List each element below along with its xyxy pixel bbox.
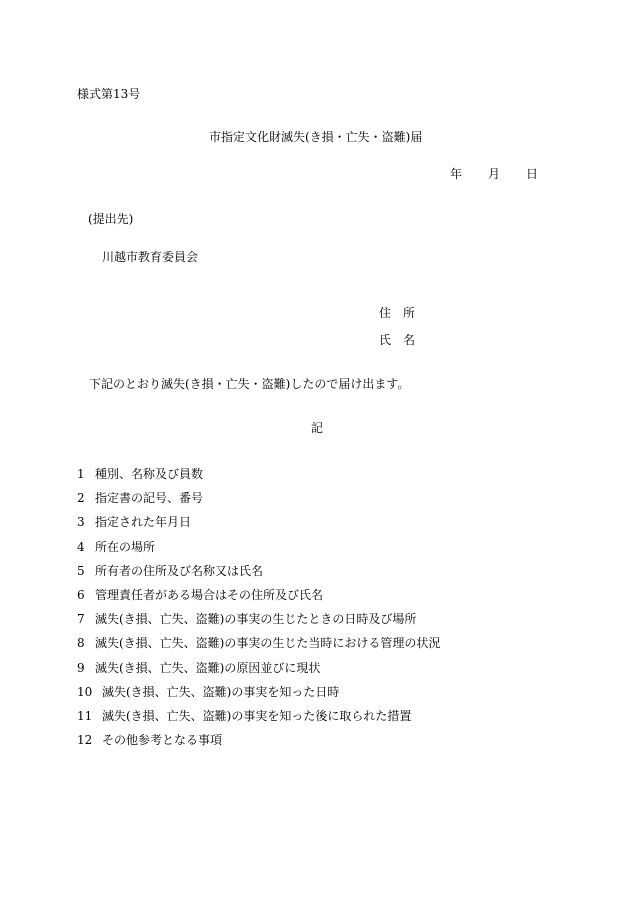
list-item: 6 管理責任者がある場合はその住所及び氏名 — [77, 587, 324, 602]
date-year-label: 年 — [450, 167, 463, 181]
date-day-label: 日 — [526, 167, 539, 181]
recipient-name: 川越市教育委員会 — [102, 250, 199, 264]
document-title: 市指定文化財滅失(き損・亡失・盗難)届 — [209, 130, 423, 144]
date-month-label: 月 — [488, 167, 501, 181]
recipient-label: (提出先) — [88, 212, 134, 226]
list-item: 1 種別、名称及び員数 — [77, 467, 204, 481]
list-item: 11 滅失(き損、亡失、盗難)の事実を知った後に取られた措置 — [77, 708, 412, 723]
applicant-name-label: 氏 名 — [379, 333, 416, 347]
list-item: 3 指定された年月日 — [77, 515, 192, 530]
list-item: 9 滅失(き損、亡失、盗難)の原因並びに現状 — [77, 660, 321, 675]
date-line — [450, 167, 538, 181]
item-list — [77, 467, 440, 757]
list-item: 8 滅失(き損、亡失、盗難)の事実の生じた当時における管理の状況 — [77, 636, 441, 651]
list-item: 5 所有者の住所及び名称又は氏名 — [77, 563, 264, 578]
form-number: 様式第13号 — [77, 87, 141, 101]
list-item: 2 指定書の記号、番号 — [77, 491, 204, 506]
list-item: 7 滅失(き損、亡失、盗難)の事実の生じたときの日時及び場所 — [77, 612, 417, 627]
ki-heading: 記 — [311, 421, 324, 435]
applicant-address-label: 住 所 — [379, 306, 416, 320]
report-statement: 下記のとおり滅失(き損・亡失・盗難)したので届け出ます。 — [89, 377, 410, 391]
list-item: 12 その他参考となる事項 — [77, 733, 223, 748]
list-item: 10 滅失(き損、亡失、盗難)の事実を知った日時 — [77, 684, 340, 699]
list-item: 4 所在の場所 — [77, 539, 156, 554]
